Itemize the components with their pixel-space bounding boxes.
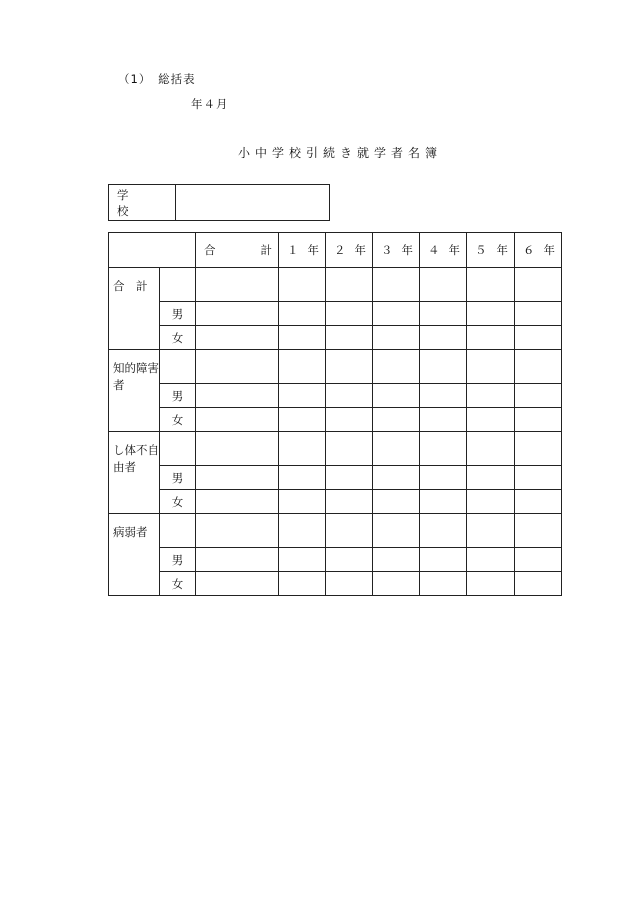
document-title: 小中学校引続き就学者名簿 [237,146,442,160]
table-row [109,514,562,548]
category-cell [109,350,160,432]
header-grade-6: ６ 年 [515,233,562,268]
header-grade-3: ３ 年 [373,233,420,268]
sex-cell [160,432,196,466]
female-label: 女 [160,572,196,596]
school-value [176,185,330,221]
summary-table [108,232,562,596]
header-row [109,233,562,268]
header-grade-2: ２ 年 [326,233,373,268]
header-total: 合 計 [196,233,279,268]
school-box [108,184,330,221]
female-label: 女 [160,490,196,514]
table-row [109,432,562,466]
male-label: 男 [160,384,196,408]
header-grade-1: １ 年 [279,233,326,268]
table-row [109,466,562,490]
table-row [109,268,562,302]
table-row [109,490,562,514]
category-label: 病弱者 [113,525,148,539]
table-row [109,302,562,326]
header-grade-4: ４ 年 [420,233,467,268]
table-row [109,350,562,384]
male-label: 男 [160,466,196,490]
table-row [109,408,562,432]
header-grade-5: ５ 年 [467,233,515,268]
table-row [109,548,562,572]
category-label: 知的障害者 [113,361,159,392]
male-label: 男 [160,548,196,572]
sex-cell [160,350,196,384]
table-row [109,384,562,408]
category-label: 合 計 [113,279,148,293]
category-label: し体不自由者 [113,443,159,474]
table-row [109,326,562,350]
sex-cell [160,514,196,548]
category-cell [109,514,160,596]
school-label: 学 校 [109,185,176,221]
female-label: 女 [160,326,196,350]
category-cell [109,432,160,514]
male-label: 男 [160,302,196,326]
header-corner [109,233,196,268]
table-row [109,572,562,596]
date-line: 年４月 [191,97,229,111]
female-label: 女 [160,408,196,432]
section-heading: （1） 総括表 [118,72,196,86]
sex-cell [160,268,196,302]
category-cell [109,268,160,350]
